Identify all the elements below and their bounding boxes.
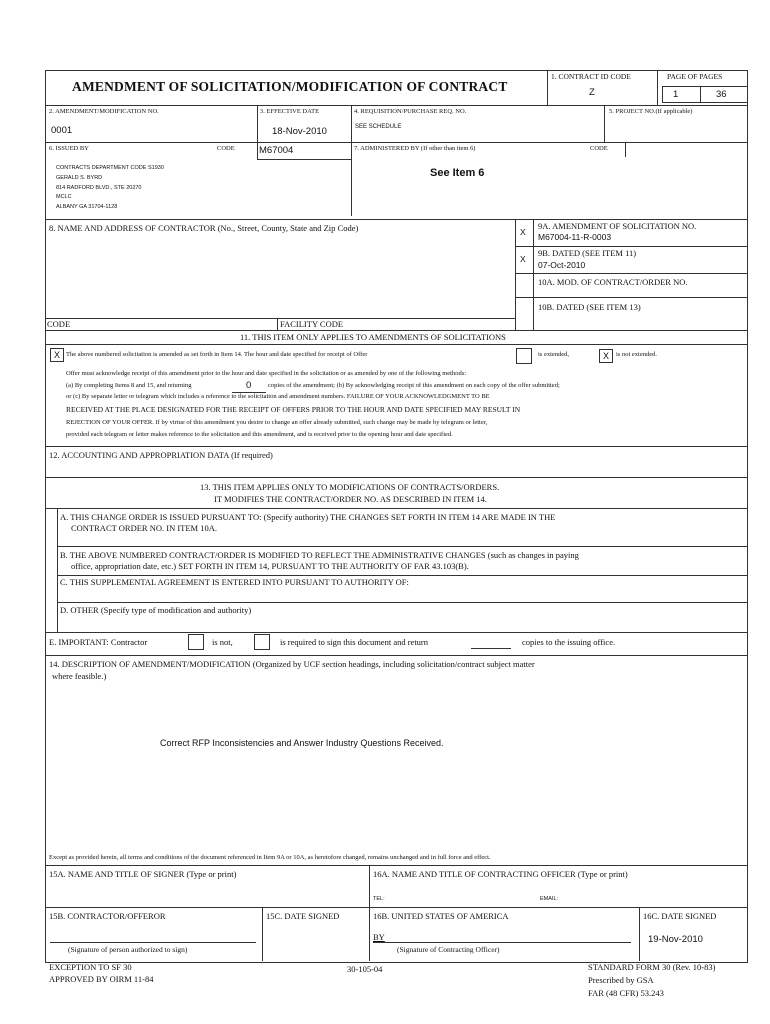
- item-9a-mark: X: [520, 227, 526, 237]
- is-not-checkbox[interactable]: [188, 634, 204, 650]
- issued-by-line: 814 RADFORD BLVD., STE 20270: [56, 184, 142, 191]
- issued-by-line: ALBANY GA 31704-1128: [56, 204, 118, 211]
- extended-label: is extended,: [538, 351, 570, 358]
- far-reference: FAR (48 CFR) 53.243: [588, 988, 664, 998]
- facility-code-label: FACILITY CODE: [280, 319, 344, 329]
- exception-to-sf30: EXCEPTION TO SF 30: [49, 962, 132, 972]
- item-9a-label: 9A. AMENDMENT OF SOLICITATION NO.: [538, 221, 697, 231]
- item-13-heading2: IT MODIFIES THE CONTRACT/ORDER NO. AS DESCRIBED IN ITEM 14.: [214, 494, 487, 504]
- issued-code: M67004: [259, 145, 294, 156]
- issued-by-address: [56, 164, 164, 213]
- not-extended-checkbox[interactable]: X: [599, 349, 613, 363]
- issued-by-line: GERALD S. BYRD: [56, 174, 103, 181]
- contractor-address-label: 8. NAME AND ADDRESS OF CONTRACTOR (No., Street, County, State and Zip Code): [49, 223, 359, 233]
- item-11-para5: REJECTION OF YOUR OFFER. If by virtue of this amendment you desire to change an offer already submitted, such change may be made by telegram or letter,: [66, 419, 488, 426]
- form-number: 30-105-04: [347, 964, 383, 974]
- requisition-value: SEE SCHEDULE: [355, 124, 402, 130]
- item-9b-mark: X: [520, 254, 526, 264]
- item-13-heading1: 13. THIS ITEM APPLIES ONLY TO MODIFICATIONS OF CONTRACTS/ORDERS.: [200, 482, 500, 492]
- item-14-label-line2: where feasible.): [52, 671, 107, 681]
- officer-name-label: 16A. NAME AND TITLE OF CONTRACTING OFFICER (Type or print): [373, 869, 628, 879]
- item-14-label-line1: 14. DESCRIPTION OF AMENDMENT/MODIFICATION (Organized by UCF section headings, including solicitation/contract subject matter: [49, 659, 535, 669]
- page-of-pages-label: PAGE OF PAGES: [667, 72, 723, 81]
- item-11-para3: or (c) By separate letter or telegram which includes a reference to the solicitation and amendment numbers. FAILURE OF YOUR ACKNOWLEDGMENT TO BE: [66, 393, 490, 400]
- copies-count: 0: [246, 380, 252, 391]
- item-13a-line2: CONTRACT ORDER NO. IN ITEM 10A.: [71, 523, 217, 533]
- contract-id-code-label: 1. CONTRACT ID CODE: [551, 72, 631, 81]
- date-signed-16c-label: 16C. DATE SIGNED: [643, 911, 717, 921]
- prescribed-by-gsa: Prescribed by GSA: [588, 975, 654, 985]
- issued-by-line: CONTRACTS DEPARTMENT CODE S1930: [56, 165, 164, 171]
- signer-name-label: 15A. NAME AND TITLE OF SIGNER (Type or print): [49, 869, 237, 879]
- approved-by-oirm: APPROVED BY OIRM 11-84: [49, 974, 154, 984]
- amended-checkbox[interactable]: X: [50, 348, 64, 362]
- contractor-code-label: CODE: [47, 319, 71, 329]
- form-title: AMENDMENT OF SOLICITATION/MODIFICATION OF CONTRACT: [72, 79, 508, 94]
- item-9a-value: M67004-11-R-0003: [538, 232, 612, 242]
- return-copies-underline: [471, 648, 511, 649]
- item-11-para2a: (a) By completing Items 8 and 15, and returning: [66, 382, 192, 389]
- is-required-checkbox[interactable]: [254, 634, 270, 650]
- effective-date-label: 3. EFFECTIVE DATE: [260, 108, 320, 115]
- usa-label: 16B. UNITED STATES OF AMERICA: [373, 911, 509, 921]
- requisition-label: 4. REQUISITION/PURCHASE REQ. NO.: [354, 108, 467, 115]
- project-no-label: 5. PROJECT NO.(If applicable): [609, 108, 693, 115]
- item-11-para6: provided each telegram or letter makes reference to the solicitation and this amendment, and is received prior to the opening hour and date specified.: [66, 431, 453, 438]
- copies-to-issuing-office: copies to the issuing office.: [522, 637, 616, 647]
- administered-by-value: See Item 6: [430, 167, 485, 179]
- amendment-no-label: 2. AMENDMENT/MODIFICATION NO.: [49, 108, 159, 115]
- issued-by-label: 6. ISSUED BY: [49, 145, 89, 152]
- item-10a-label: 10A. MOD. OF CONTRACT/ORDER NO.: [538, 277, 688, 287]
- amended-text: The above numbered solicitation is amended as set forth in Item 14. The hour and date specified for receipt of Offer: [66, 351, 368, 358]
- contractor-signature-line[interactable]: [50, 942, 256, 943]
- item-9b-label: 9B. DATED (SEE ITEM 11): [538, 248, 637, 258]
- important-label: E. IMPORTANT: Contractor: [49, 637, 148, 647]
- page-number-box: [662, 86, 702, 103]
- except-provided-text: Except as provided herein, all terms and conditions of the document referenced in Item 9A or 10A, as heretofore changed, remains unchanged and in full force and effect.: [49, 854, 491, 861]
- item-13d: D. OTHER (Specify type of modification and authority): [60, 605, 252, 615]
- is-not-label: is not,: [212, 637, 233, 647]
- not-extended-label: is not extended.: [616, 351, 657, 358]
- item-10b-label: 10B. DATED (SEE ITEM 13): [538, 302, 641, 312]
- by-label: BY: [373, 932, 385, 942]
- item-13b-line2: office, appropriation date, etc.) SET FORTH IN ITEM 14, PURSUANT TO THE AUTHORITY OF FAR 43.103(B).: [71, 561, 469, 571]
- effective-date: 18-Nov-2010: [272, 126, 327, 137]
- signature-person-caption: (Signature of person authorized to sign): [68, 945, 188, 954]
- item-11-para2b: copies of the amendment; (b) By acknowledging receipt of this amendment on each copy of the offer submitted;: [268, 382, 560, 389]
- date-signed-16c: 19-Nov-2010: [648, 934, 703, 945]
- item-9b-value: 07-Oct-2010: [538, 260, 586, 270]
- standard-form-30: STANDARD FORM 30 (Rev. 10-83): [588, 962, 716, 972]
- issued-code-label: CODE: [217, 145, 235, 152]
- tel-label: TEL:: [373, 896, 385, 902]
- contract-id-code: Z: [589, 87, 595, 98]
- is-required-label: is required to sign this document and return: [280, 637, 429, 647]
- issued-by-line: MCLC: [56, 194, 72, 201]
- email-label: EMAIL:: [540, 896, 559, 902]
- amendment-no: 0001: [51, 125, 73, 136]
- signature-officer-caption: (Signature of Contracting Officer): [397, 945, 500, 954]
- item-11-heading: 11. THIS ITEM ONLY APPLIES TO AMENDMENTS OF SOLICITATIONS: [240, 332, 506, 342]
- item-12-label: 12. ACCOUNTING AND APPROPRIATION DATA (If required): [49, 450, 273, 460]
- contractor-offeror-label: 15B. CONTRACTOR/OFFEROR: [49, 911, 166, 921]
- administered-by-label: 7. ADMINISTERED BY (If other than item 6): [354, 145, 476, 152]
- item-11-para4: RECEIVED AT THE PLACE DESIGNATED FOR THE RECEIPT OF OFFERS PRIOR TO THE HOUR AND DATE SPECIFIED MAY RESULT IN: [66, 405, 521, 414]
- item-14-description: Correct RFP Inconsistencies and Answer Industry Questions Received.: [160, 738, 444, 748]
- item-13c: C. THIS SUPPLEMENTAL AGREEMENT IS ENTERED INTO PURSUANT TO AUTHORITY OF:: [60, 577, 409, 587]
- page-number: 1: [673, 89, 679, 100]
- date-signed-15c-label: 15C. DATE SIGNED: [266, 911, 340, 921]
- item-13a-line1: A. THIS CHANGE ORDER IS ISSUED PURSUANT TO: (Specify authority) THE CHANGES SET FORTH IN ITEM 14 ARE MADE IN THE: [60, 512, 556, 522]
- item-13b-line1: B. THE ABOVE NUMBERED CONTRACT/ORDER IS MODIFIED TO REFLECT THE ADMINISTRATIVE CHANGES (such as changes in paying: [60, 550, 579, 560]
- extended-checkbox[interactable]: [516, 348, 532, 364]
- total-pages: 36: [716, 89, 727, 100]
- admin-code-label: CODE: [590, 145, 608, 152]
- item-11-para1: Offer must acknowledge receipt of this amendment prior to the hour and date specified in the solicitation or as amended by one of the following methods:: [66, 370, 467, 377]
- officer-signature-line[interactable]: [373, 942, 631, 943]
